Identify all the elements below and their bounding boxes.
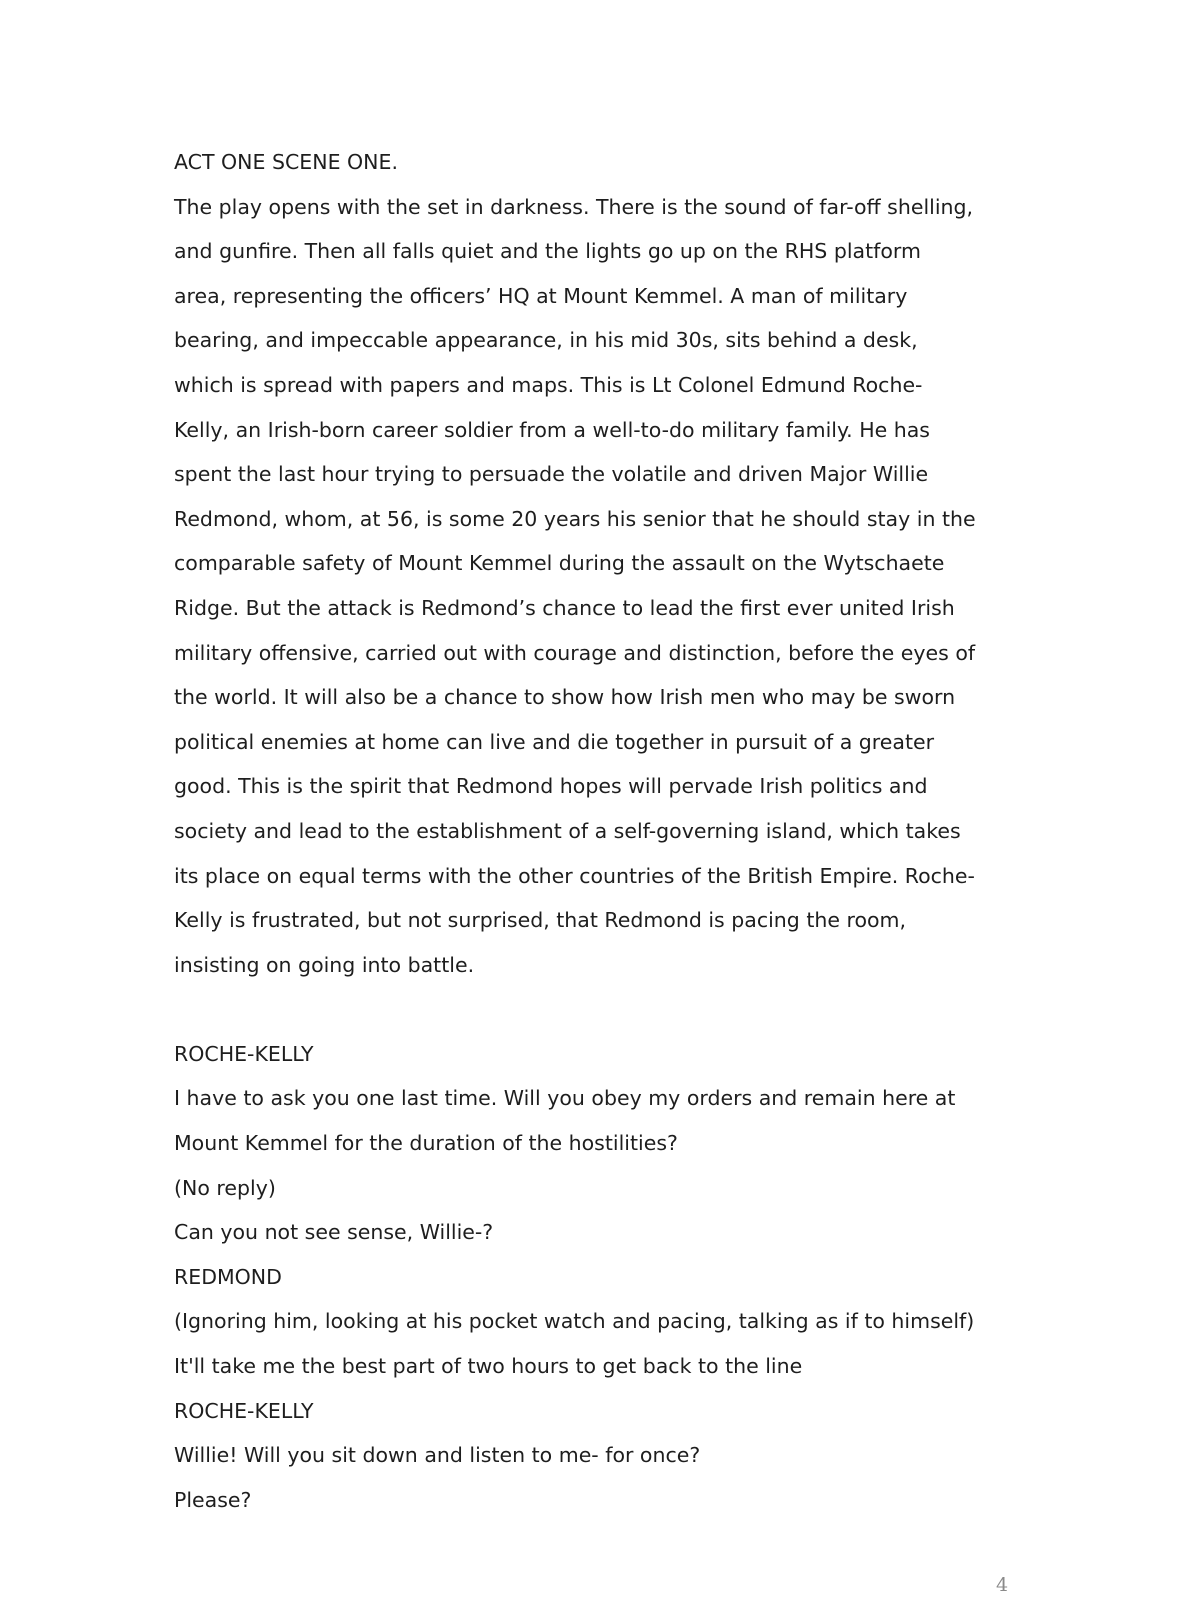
stage-direction-line: its place on equal terms with the other countries of the British Empire. Roche- (174, 863, 975, 888)
stage-direction-line: military offensive, carried out with courage and distinction, before the eyes of (174, 640, 976, 665)
dialogue-line: Please? (174, 1487, 252, 1512)
dialogue-line: Can you not see sense, Willie-? (174, 1220, 494, 1245)
parenthetical: (Ignoring him, looking at his pocket watch and pacing, talking as if to himself) (174, 1309, 975, 1334)
dialogue (174, 1032, 1034, 1523)
stage-direction-line: the world. It will also be a chance to show how Irish men who may be sworn (174, 685, 956, 710)
stage-direction-line: and gunfire. Then all falls quiet and the lights go up on the RHS platform (174, 239, 921, 264)
stage-direction-line: Kelly, an Irish-born career soldier from a well-to-do military family. He has (174, 417, 930, 442)
stage-direction-line: comparable safety of Mount Kemmel during the assault on the Wytschaete (174, 551, 945, 576)
stage-direction-line: insisting on going into battle. (174, 952, 475, 977)
stage-direction-line: Kelly is frustrated, but not surprised, that Redmond is pacing the room, (174, 908, 907, 933)
paragraph-gap (174, 987, 1034, 1032)
stage-direction-line: The play opens with the set in darkness. There is the sound of far-off shelling, (174, 194, 974, 219)
stage-direction-line: spent the last hour trying to persuade the volatile and driven Major Willie (174, 462, 929, 487)
stage-direction (174, 185, 1034, 988)
stage-direction-line: which is spread with papers and maps. This is Lt Colonel Edmund Roche- (174, 372, 923, 397)
stage-direction-line: society and lead to the establishment of a self-governing island, which takes (174, 818, 961, 843)
stage-direction-line: Ridge. But the attack is Redmond’s chance to lead the first ever united Irish (174, 595, 955, 620)
dialogue-line: Willie! Will you sit down and listen to me- for once? (174, 1443, 701, 1468)
dialogue-line: It'll take me the best part of two hours to get back to the line (174, 1354, 803, 1379)
character-name: ROCHE-KELLY (174, 1041, 314, 1066)
stage-direction-line: political enemies at home can live and die together in pursuit of a greater (174, 729, 935, 754)
page-number: 4 (996, 1574, 1009, 1596)
dialogue-line: I have to ask you one last time. Will you obey my orders and remain here at (174, 1086, 956, 1111)
character-name: ROCHE-KELLY (174, 1398, 314, 1423)
stage-direction-line: Redmond, whom, at 56, is some 20 years his senior that he should stay in the (174, 506, 976, 531)
script-body (174, 140, 1034, 1522)
scene-heading: ACT ONE SCENE ONE. (174, 150, 398, 174)
stage-direction-line: area, representing the officers’ HQ at Mount Kemmel. A man of military (174, 283, 908, 308)
dialogue-line: Mount Kemmel for the duration of the hostilities? (174, 1131, 678, 1156)
stage-direction-line: bearing, and impeccable appearance, in his mid 30s, sits behind a desk, (174, 328, 918, 353)
stage-direction-line: good. This is the spirit that Redmond hopes will pervade Irish politics and (174, 774, 928, 799)
character-name: REDMOND (174, 1264, 282, 1289)
parenthetical: (No reply) (174, 1175, 276, 1200)
